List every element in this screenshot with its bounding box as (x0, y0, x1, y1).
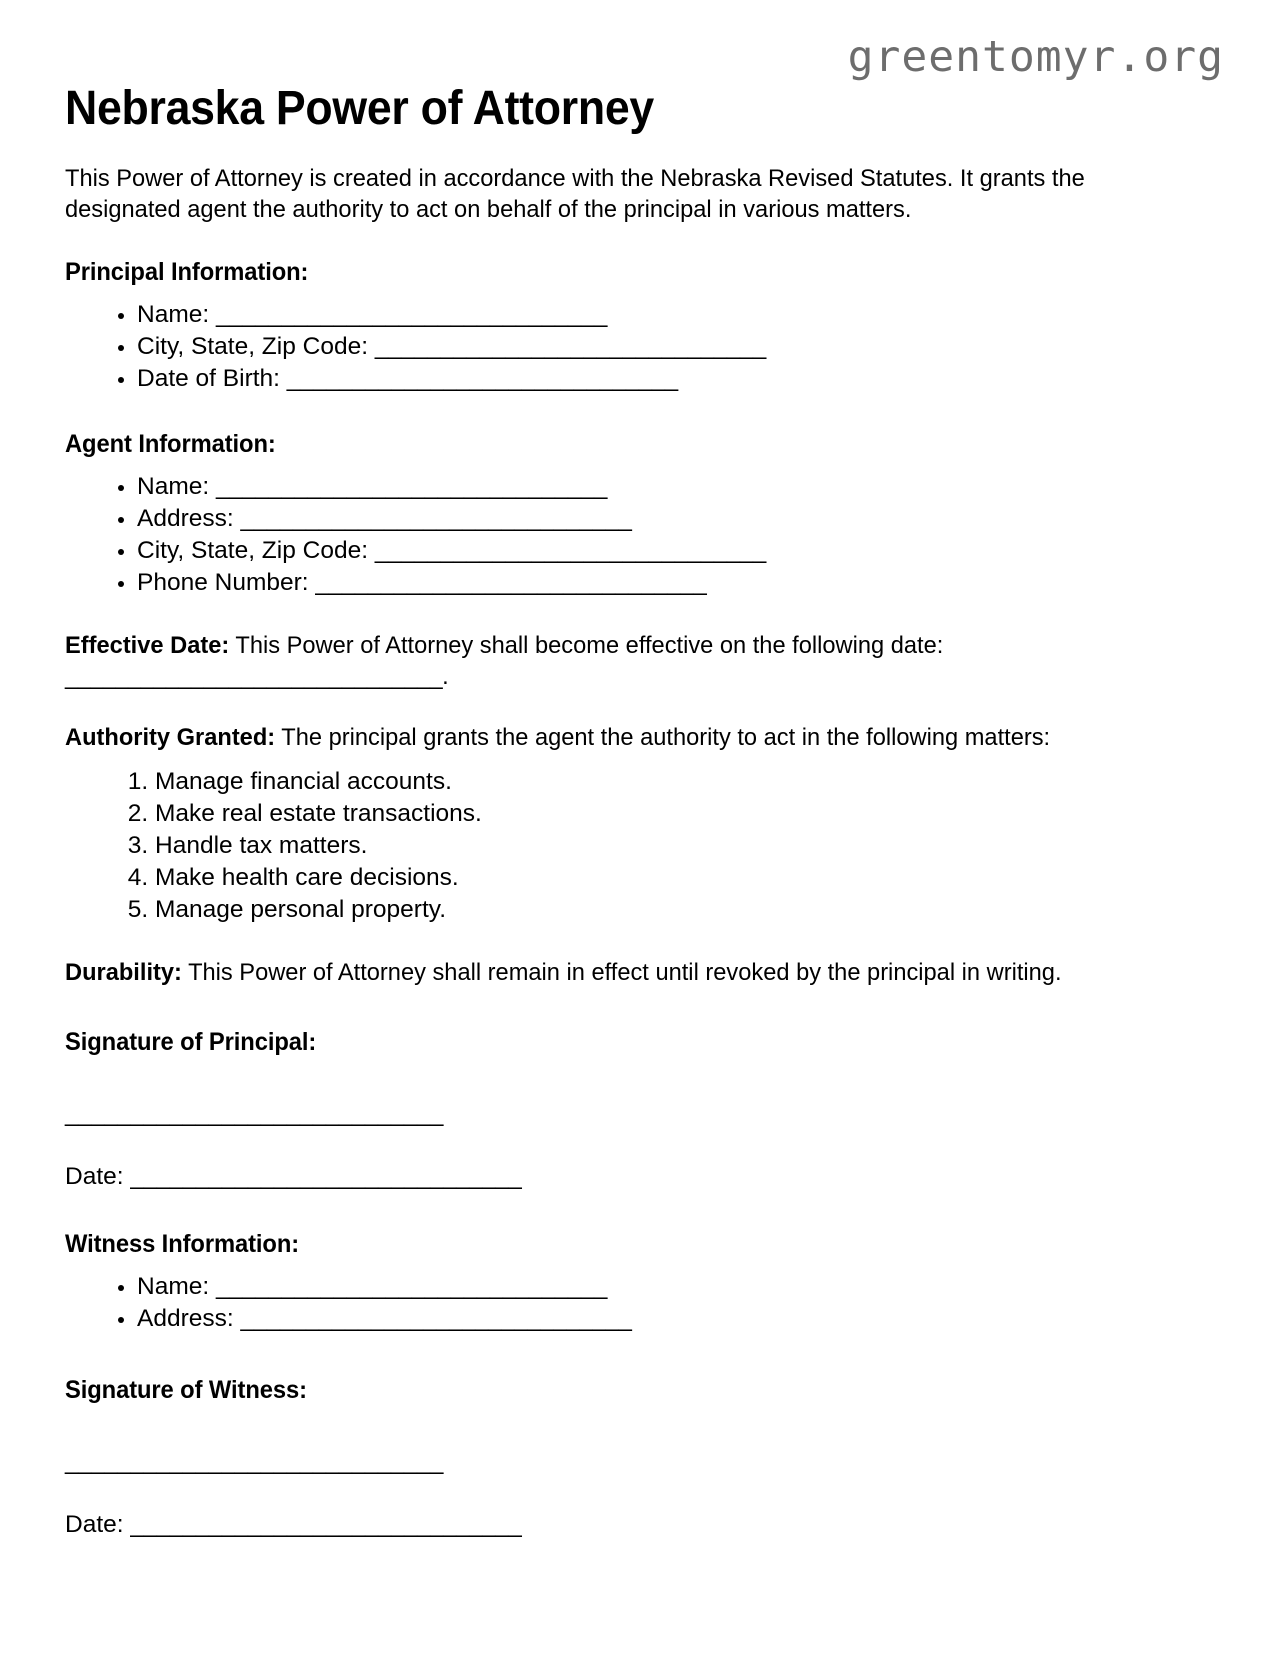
list-item (137, 505, 1217, 537)
field-label: Date of Birth: (137, 365, 280, 393)
page-title: Nebraska Power of Attorney (65, 82, 654, 135)
date-label: Date: (65, 1510, 124, 1538)
fill-in-blank[interactable]: ______________________________ (240, 1305, 632, 1333)
field-label: City, State, Zip Code: (137, 537, 369, 564)
field-label: Name: (137, 473, 210, 501)
authority-granted-text: The principal grants the agent the authority to act in the following matters: (281, 723, 1051, 751)
effective-date-label: Effective Date: (65, 631, 230, 659)
effective-date-paragraph (65, 601, 1088, 693)
principal-information-list (65, 287, 1217, 397)
signature-of-principal-heading: Signature of Principal: (65, 1027, 317, 1056)
agent-information-list (65, 459, 1217, 601)
list-item: 1. Manage financial accounts. (155, 768, 1217, 800)
list-item (137, 1273, 1217, 1305)
authority-granted-label: Authority Granted: (65, 723, 276, 751)
fill-in-blank[interactable]: ______________________________ (374, 333, 766, 361)
principal-date-line (65, 1128, 1217, 1191)
field-label: Phone Number: (137, 568, 309, 596)
fill-in-blank[interactable]: ______________________________ (286, 365, 678, 393)
site-watermark: greentomyr.org (847, 32, 1224, 82)
witness-information-list (65, 1259, 1217, 1337)
fill-in-blank[interactable]: ______________________________ (374, 537, 766, 564)
list-item (137, 569, 1217, 601)
effective-date-text: This Power of Attorney shall become effective on the following date: (235, 631, 944, 659)
list-item: 5. Manage personal property. (155, 896, 1217, 928)
list-item: 3. Handle tax matters. (155, 832, 1217, 864)
authority-granted-paragraph (65, 693, 1088, 754)
list-item: 2. Make real estate transactions. (155, 800, 1217, 832)
witness-date-line (65, 1476, 1217, 1539)
list-item (137, 301, 1217, 333)
principal-signature-blank[interactable]: _____________________________ (65, 1099, 443, 1127)
list-item (137, 365, 1217, 397)
durability-label: Durability: (65, 958, 182, 986)
fill-in-blank[interactable]: ______________________________ (215, 473, 607, 501)
principal-information-heading: Principal Information: (65, 258, 309, 287)
field-label: Address: (137, 505, 234, 533)
durability-paragraph (65, 928, 1088, 989)
fill-in-blank[interactable]: ______________________________ (215, 1273, 607, 1301)
fill-in-blank[interactable]: ______________________________ (130, 1510, 522, 1538)
signature-of-witness-heading: Signature of Witness: (65, 1375, 307, 1404)
durability-text: This Power of Attorney shall remain in effect until revoked by the principal in writing. (188, 958, 1062, 986)
witness-information-heading: Witness Information: (65, 1230, 300, 1259)
fill-in-blank[interactable]: ______________________________ (315, 568, 707, 596)
fill-in-blank[interactable]: ______________________________ (65, 662, 443, 690)
field-label: Name: (137, 301, 210, 329)
intro-paragraph: This Power of Attorney is created in accordance with the Nebraska Revised Statutes. It grants the designated agent the authority to act on behalf of the principal in various matters. (65, 164, 1085, 223)
sentence-terminator: . (442, 662, 449, 690)
fill-in-blank[interactable]: ______________________________ (240, 505, 632, 533)
field-label: City, State, Zip Code: (137, 333, 369, 361)
agent-information-heading: Agent Information: (65, 430, 276, 459)
field-label: Name: (137, 1273, 210, 1301)
list-item (137, 537, 1217, 569)
date-label: Date: (65, 1162, 124, 1190)
field-label: Address: (137, 1305, 234, 1333)
witness-signature-blank[interactable]: _____________________________ (65, 1447, 443, 1475)
fill-in-blank[interactable]: ______________________________ (130, 1162, 522, 1190)
authority-granted-list (65, 753, 1217, 928)
list-item (137, 1305, 1217, 1337)
list-item (137, 333, 1217, 365)
list-item: 4. Make health care decisions. (155, 864, 1217, 896)
fill-in-blank[interactable]: ______________________________ (215, 301, 607, 329)
list-item (137, 473, 1217, 505)
